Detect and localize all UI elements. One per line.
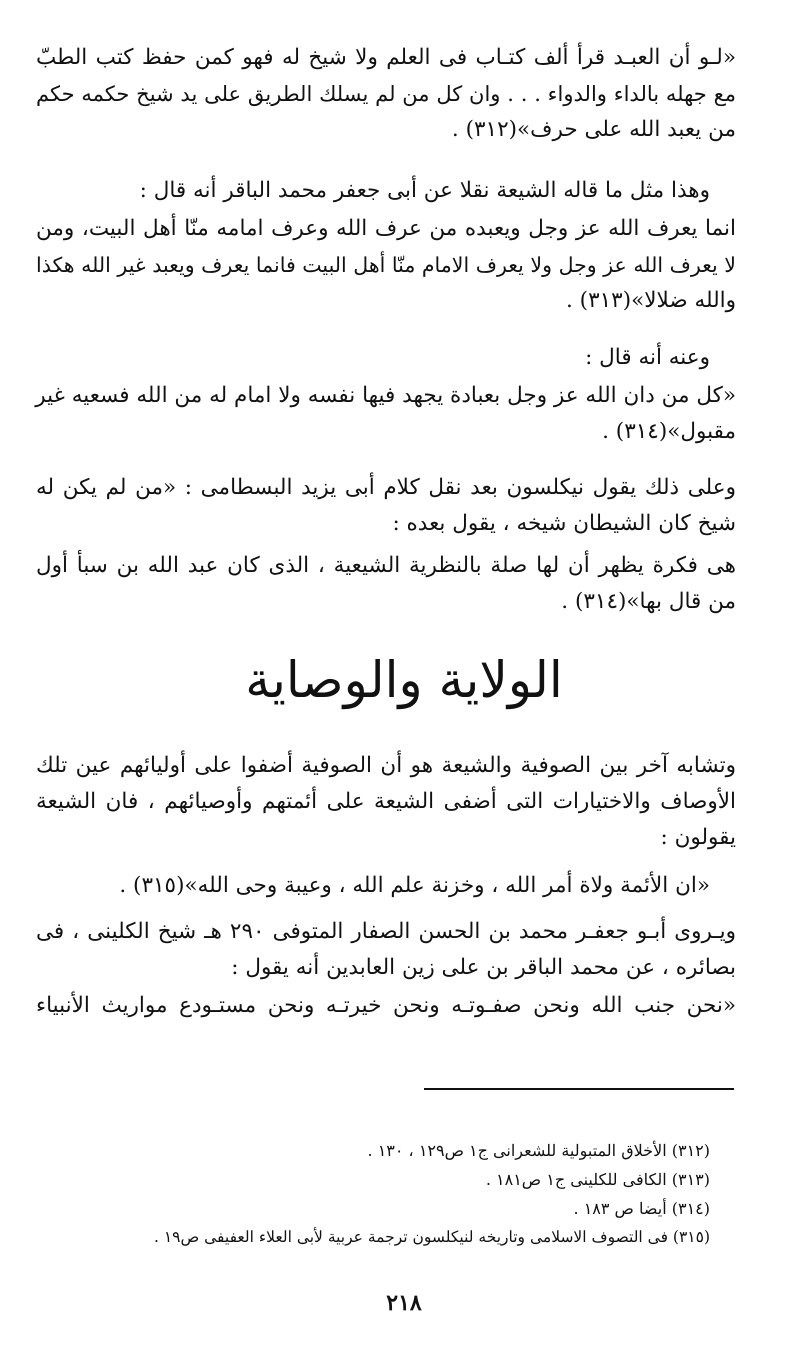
- text-line: وعنه أنه قال :: [585, 345, 710, 370]
- text-line: «لـو أن العبـد قرأ ألف كتـاب فى العلم ولا شيخ له فهو كمن حفظ كتب الطبّ: [36, 45, 736, 70]
- footnote-separator: [424, 1088, 734, 1090]
- text-line: بصائره ، عن محمد الباقر بن على زين العابدين أنه يقول :: [231, 955, 736, 980]
- text-line: وتشابه آخر بين الصوفية والشيعة هو أن الصوفية أضفوا على أوليائهم عين تلك: [36, 753, 736, 778]
- footnote-315: (٣١٥) فى التصوف الاسلامى وتاريخه لنيكلسون ترجمة عربية لأبى العلاء العفيفى ص١٩ .: [153, 1228, 710, 1246]
- section-heading: الولاية والوصاية: [245, 651, 563, 709]
- text-line: انما يعرف الله عز وجل ويعبده من عرف الله وعرف امامه منّا أهل البيت، ومن: [36, 216, 736, 241]
- body-text-lower: [36, 748, 736, 1038]
- text-line: مقبول»(٣١٤) .: [602, 419, 736, 444]
- page-number: ٢١٨: [386, 1290, 422, 1316]
- text-line: «ان الأئمة ولاة أمر الله ، وخزنة علم الله ، وعيبة وحى الله»(٣١٥) .: [119, 873, 710, 898]
- paragraph-quote-shaarani: [36, 40, 736, 148]
- paragraph-imams-quote: [36, 868, 736, 904]
- text-line: والله ضلالا»(٣١٣) .: [566, 288, 736, 313]
- footnote-314: (٣١٤) أيضا ص ١٨٣ .: [573, 1199, 710, 1218]
- paragraph-intro-second: [36, 340, 736, 376]
- text-line: مع جهله بالداء والدواء . . . وان كل من لم يسلك الطريق على يد شيخ حكمه حكم: [36, 82, 736, 106]
- footnote-313: (٣١٣) الكافى للكلينى ج١ ص١٨١ .: [485, 1170, 710, 1189]
- paragraph-quote-baqir: [36, 211, 736, 319]
- paragraph-nicholson-quote: [36, 548, 736, 620]
- text-line: «نحن جنب الله ونحن صفـوتـه ونحن خيرتـه ونحن مستـودع مواريث الأنبياء: [36, 993, 736, 1018]
- text-line: ويـروى أبـو جعفـر محمد بن الحسن الصفار المتوفى ٢٩٠ هـ شيخ الكلينى ، فى: [36, 919, 736, 944]
- text-line: وهذا مثل ما قاله الشيعة نقلا عن أبى جعفر محمد الباقر أنه قال :: [139, 178, 710, 203]
- text-line: وعلى ذلك يقول نيكلسون بعد نقل كلام أبى يزيد البسطامى : «من لم يكن له: [36, 475, 736, 500]
- text-line: هى فكرة يظهر أن لها صلة بالنظرية الشيعية ، الذى كان عبد الله بن سبأ أول: [36, 553, 736, 578]
- text-line: يقولون :: [660, 825, 736, 850]
- paragraph-quote-second: [36, 378, 736, 450]
- footnotes: [150, 1136, 710, 1252]
- text-line: الأوصاف والاختيارات التى أضفى الشيعة على أئمتهم وأوصيائهم ، فان الشيعة: [36, 789, 736, 814]
- body-text-upper: [36, 40, 736, 640]
- text-line: شيخ كان الشيطان شيخه ، يقول بعده :: [392, 511, 736, 536]
- paragraph-saffar: [36, 914, 736, 986]
- text-line: من قال بها»(٣١٤) .: [561, 589, 736, 614]
- paragraph-intro-baqir: [36, 173, 736, 209]
- text-line: من يعبد الله على حرف»(٣١٢) .: [451, 117, 736, 142]
- paragraph-similarity: [36, 748, 736, 856]
- paragraph-saffar-quote: [36, 988, 736, 1024]
- text-line: لا يعرف الله عز وجل ولا يعرف الامام منّا أهل البيت فانما يعرف ويعبد غير الله هكذا: [36, 253, 736, 277]
- text-line: «كل من دان الله عز وجل بعبادة يجهد فيها نفسه ولا امام له من الله فسعيه غير: [35, 383, 736, 408]
- footnote-312: (٣١٢) الأخلاق المتبولية للشعرانى ج١ ص١٢٩ ، ١٣٠ .: [367, 1141, 710, 1160]
- paragraph-nicholson: [36, 470, 736, 542]
